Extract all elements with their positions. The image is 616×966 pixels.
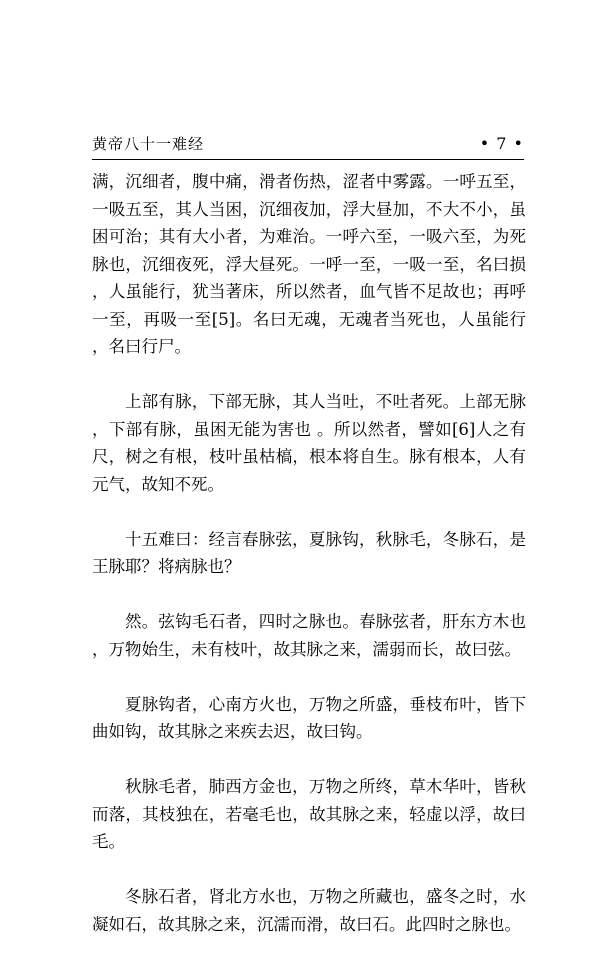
paragraph: 然。弦钩毛石者，四时之脉也。春脉弦者，肝东方木也，万物始生，未有枝叶，故其脉之来，濡弱而长，故曰弦。 [92, 612, 526, 659]
paragraph: 冬脉石者，肾北方水也，万物之所藏也，盛冬之时，水凝如石，故其脉之来，沉濡而滑，故曰石。此四时之脉也。 [92, 887, 526, 934]
header-rule [92, 159, 524, 160]
page-number: • 7 • [479, 134, 524, 153]
paragraph: 秋脉毛者，肺西方金也，万物之所终，草木华叶，皆秋而落，其枝独在，若毫毛也，故其脉之来，轻虚以浮，故曰毛。 [92, 777, 526, 851]
paragraph: 上部有脉，下部无脉，其人当吐，不吐者死。上部无脉，下部有脉，虽困无能为害也 。所以然者，譬如[6]人之有尺，树之有根，枝叶虽枯槁，根本将自生。脉有根本，人有元气，故知不死。 [92, 392, 526, 494]
running-header [92, 134, 524, 154]
paragraph: 夏脉钩者，心南方火也，万物之所盛，垂枝布叶，皆下曲如钩，故其脉之来疾去迟，故曰钩。 [92, 694, 526, 741]
paragraph: 满，沉细者，腹中痛，滑者伤热，涩者中雾露。一呼五至，一吸五至，其人当困，沉细夜加，浮大昼加，不大不小，虽困可治；其有大小者，为难治。一呼六至，一吸六至，为死脉也，沉细夜死，浮大昼死。一呼一至，一吸一至，名曰损，人虽能行，犹当著床，所以然者，血气皆不足故也；再呼一至，再吸一至[5]。名曰无魂，无魂者当死也，人虽能行，名曰行尸。 [92, 172, 526, 356]
page-body [92, 168, 526, 966]
paragraph: 十五难曰：经言春脉弦，夏脉钩，秋脉毛，冬脉石，是王脉耶？将病脉也？ [92, 529, 526, 576]
book-title: 黄帝八十一难经 [92, 135, 205, 153]
